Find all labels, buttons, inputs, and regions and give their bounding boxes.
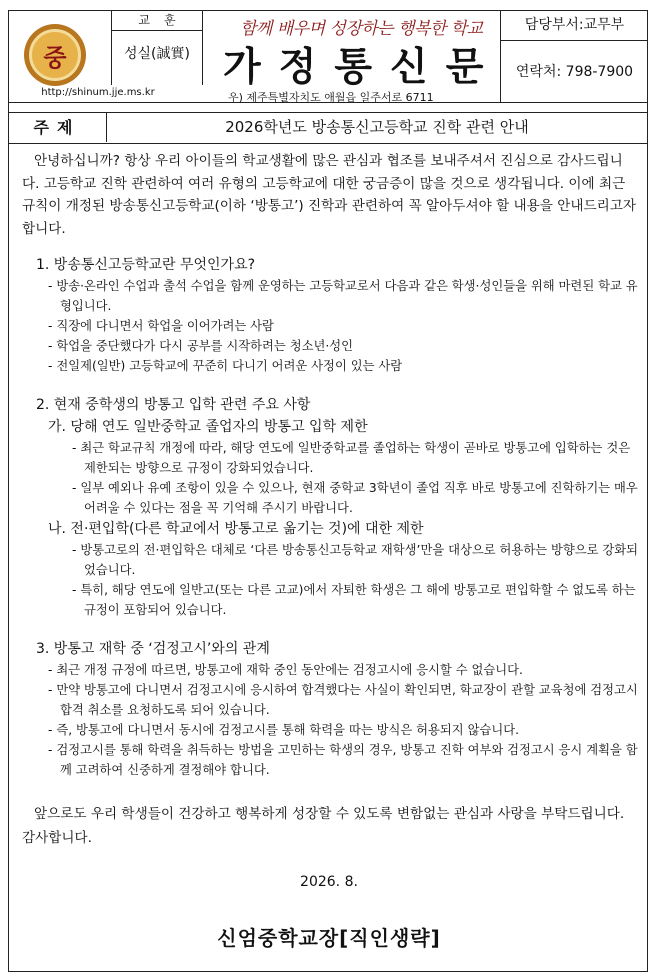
letter-header (8, 10, 648, 103)
letter-body (22, 150, 640, 850)
department-column (500, 10, 648, 103)
motto-value: 성실(誠實) (124, 46, 190, 62)
issue-date: 2026. 8. (300, 874, 358, 890)
motto-box (111, 10, 203, 85)
list-item: - 특히, 해당 연도에 일반고(또는 다른 고교)에서 자퇴한 학생은 그 해에 방통고로 편입학할 수 없도록 하는 규정이 포함되어 있습니다. (72, 583, 636, 617)
principal-signature: 신엄중학교장[직인생략] (217, 926, 441, 950)
school-emblem-icon (24, 24, 86, 86)
section-2a-heading: 가. 당해 연도 일반중학교 졸업자의 방통고 입학 제한 (48, 419, 368, 435)
list-item: - 방통고로의 전·편입학은 대체로 ‘다른 방송통신고등학교 재학생’만을 대상으로 허용하는 방향으로 강화되었습니다. (72, 543, 639, 577)
motto-label: 교훈 (112, 10, 202, 31)
contact-number: 연락처: 798-7900 (515, 64, 634, 80)
list-item: - 일부 예외나 유예 조항이 있을 수 있으나, 현재 중학교 3학년이 졸업 직후 바로 방통고에 진학하기는 매우 어려울 수 있다는 점을 꼭 기억해 주시기 바랍니다. (72, 481, 638, 515)
list-item: - 만약 방통고에 다니면서 검정고시에 응시하여 합격했다는 사실이 확인되면, 학교장이 관할 교육청에 검정고시 합격 취소를 요청하도록 되어 있습니다. (48, 683, 638, 717)
list-item: - 직장에 다니면서 학업을 이어가려는 사람 (48, 319, 274, 333)
department: 담당부서:교무부 (501, 10, 648, 41)
document-title: 가정통신문 (223, 45, 502, 90)
subject-row (8, 112, 648, 144)
section-1 (22, 254, 640, 376)
school-emblem-char: 중 (29, 29, 81, 81)
intro-paragraph: 안녕하십니까? 항상 우리 아이들의 학교생활에 많은 관심과 협조를 보내주셔서 진심으로 감사드립니다. 고등학교 진학 관련하여 여러 유형의 고등학교에 대한 궁금증이 많을 것으로 생각됩니다. 이에 최근 규칙이 개정된 방송통신고등학교(이하 ‘방통고’) 진학과 관련하여 꼭 알아두셔야 할 내용을 안내드리고자 합니다. (22, 153, 636, 237)
section-2 (22, 394, 640, 620)
list-item: - 최근 학교규칙 개정에 따라, 해당 연도에 일반중학교를 졸업하는 학생이 곧바로 방통고에 입학하는 것은 제한되는 방향으로 규정이 강화되었습니다. (72, 441, 631, 475)
section-3 (22, 638, 640, 780)
subject-text: 2026학년도 방송통신고등학교 진학 관련 안내 (225, 118, 529, 136)
list-item: - 방송·온라인 수업과 출석 수업을 함께 운영하는 고등학교로서 다음과 같은 학생·성인들을 위해 마련된 학교 유형입니다. (48, 279, 638, 313)
list-item: - 전일제(일반) 고등학교에 꾸준히 다니기 어려운 사정이 있는 사람 (48, 359, 403, 373)
list-item: - 학업을 중단했다가 다시 공부를 시작하려는 청소년·성인 (48, 339, 354, 353)
list-item: - 즉, 방통고에 다니면서 동시에 검정고시를 통해 학력을 따는 방식은 허용되지 않습니다. (48, 723, 520, 737)
list-item: - 최근 개정 규정에 따르면, 방통고에 재학 중인 동안에는 검정고시에 응시할 수 없습니다. (48, 663, 523, 677)
list-item: - 검정고시를 통해 학력을 취득하는 방법을 고민하는 학생의 경우, 방통고 진학 여부와 검정고시 응시 계획을 함께 고려하여 신중하게 결정해야 합니다. (48, 743, 638, 777)
school-address: 우) 제주특별자치도 애월읍 일주서로 6711 (228, 91, 434, 104)
school-slogan: 함께 배우며 성장하는 행복한 학교 (240, 19, 483, 39)
section-2b-heading: 나. 전·편입학(다른 학교에서 방통고로 옮기는 것)에 대한 제한 (48, 521, 424, 537)
section-1-heading: 1. 방송통신고등학교란 무엇인가요? (36, 257, 256, 273)
subject-label: 주제 (8, 113, 107, 142)
closing-paragraph: 앞으로도 우리 학생들이 건강하고 행복하게 성장할 수 있도록 변함없는 관심과 사랑을 부탁드립니다. 감사합니다. (22, 806, 625, 846)
section-2-heading: 2. 현재 중학생의 방통고 입학 관련 주요 사항 (36, 397, 311, 413)
school-url[interactable]: http://shinum.jje.ms.kr (41, 87, 155, 98)
section-3-heading: 3. 방통고 재학 중 ‘검정고시’와의 관계 (36, 641, 270, 657)
